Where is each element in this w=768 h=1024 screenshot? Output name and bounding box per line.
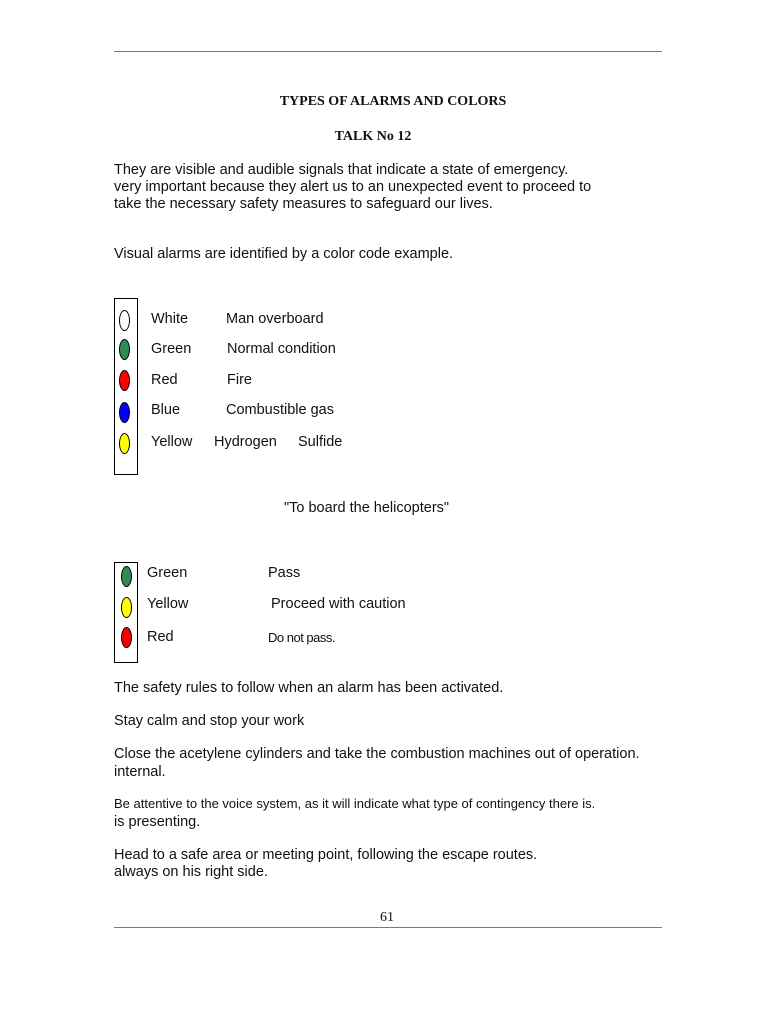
heli-green-light-icon [121, 566, 132, 587]
rule-safe-area-1: Head to a safe area or meeting point, following the escape routes. [114, 847, 538, 863]
heli-red-light-icon [121, 627, 132, 648]
heli-meaning-green: Pass [268, 565, 301, 581]
heli-color-yellow: Yellow [147, 596, 189, 612]
green-light-icon [119, 339, 130, 360]
page-number: 61 [380, 910, 394, 925]
alarm-color-green: Green [151, 341, 192, 357]
alarm-meaning-green: Normal condition [227, 341, 336, 357]
heli-meaning-red: Do not pass. [268, 630, 335, 645]
intro-line-2: very important because they alert us to an unexpected event to proceed to [114, 179, 592, 195]
red-light-icon [119, 370, 130, 391]
alarm-meaning-blue: Combustible gas [226, 402, 334, 418]
rule-close-cylinders-1: Close the acetylene cylinders and take the combustion machines out of operation. [114, 746, 640, 762]
alarm-color-red: Red [151, 372, 178, 388]
top-rule [114, 51, 662, 52]
rule-voice-system-1: Be attentive to the voice system, as it will indicate what type of contingency there is. [114, 796, 596, 811]
alarm-color-white: White [151, 311, 189, 327]
rule-close-cylinders-2: internal. [114, 764, 166, 780]
rule-stay-calm: Stay calm and stop your work [114, 713, 305, 729]
page-subtitle: TALK No 12 [334, 129, 412, 144]
visual-alarms-text: Visual alarms are identified by a color code example. [114, 246, 454, 262]
alarm-color-yellow: Yellow [151, 434, 193, 450]
alarm-meaning-yellow-2: Sulfide [298, 434, 343, 450]
alarm-color-blue: Blue [151, 402, 181, 418]
helicopter-heading: "To board the helicopters" [284, 500, 450, 516]
intro-line-3: take the necessary safety measures to safeguard our lives. [114, 196, 493, 212]
heli-yellow-light-icon [121, 597, 132, 618]
heli-color-red: Red [147, 629, 174, 645]
bottom-rule [114, 927, 662, 928]
page-title: TYPES OF ALARMS AND COLORS [279, 94, 507, 109]
blue-light-icon [119, 402, 130, 423]
heli-meaning-yellow: Proceed with caution [271, 596, 406, 612]
alarm-meaning-red: Fire [227, 372, 252, 388]
white-light-icon [119, 310, 130, 331]
rule-voice-system-2: is presenting. [114, 814, 201, 830]
heli-color-green: Green [147, 565, 188, 581]
yellow-light-icon [119, 433, 130, 454]
alarm-meaning-white: Man overboard [226, 311, 324, 327]
rules-heading: The safety rules to follow when an alarm has been activated. [114, 680, 504, 696]
intro-line-1: They are visible and audible signals that indicate a state of emergency. [114, 162, 569, 178]
rule-safe-area-2: always on his right side. [114, 864, 268, 880]
alarm-meaning-yellow: Hydrogen [214, 434, 277, 450]
